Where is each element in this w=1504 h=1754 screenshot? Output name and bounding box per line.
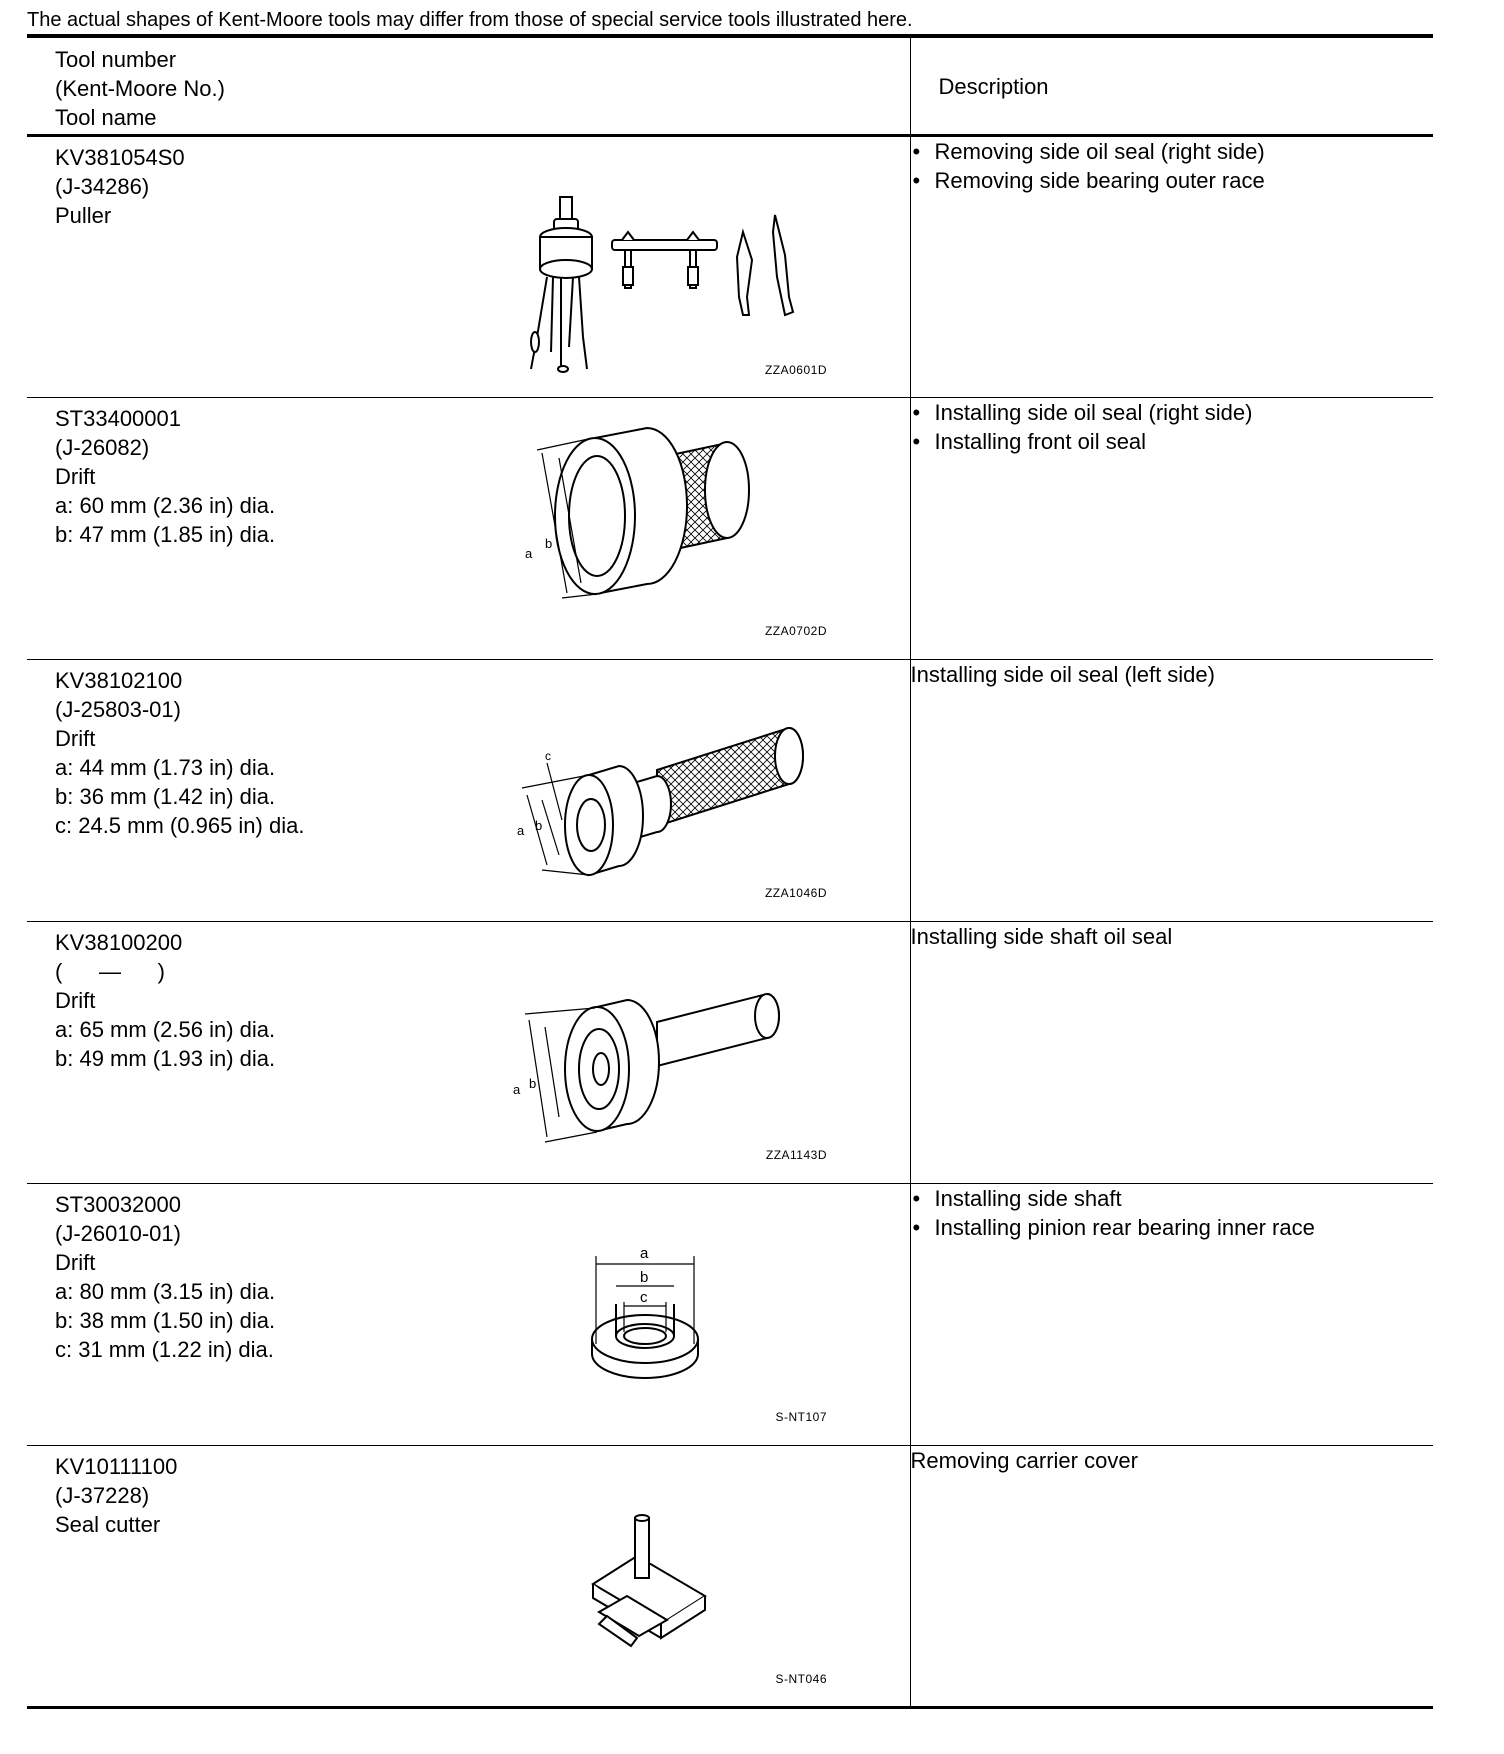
table-header-row [27,36,1433,136]
description-list [911,398,1434,456]
label-a: a [517,823,525,838]
drift-illustration [507,398,867,648]
label-b: b [640,1269,649,1286]
header-tool-name: Tool name [55,105,157,130]
tool-number: KV38102100 [55,668,183,693]
description-item: • Removing side oil seal (right side) [911,137,1434,166]
tool-name: Drift [55,1250,96,1275]
dimension-a: a: 60 mm (2.36 in) dia. [55,493,276,518]
description-list [911,1184,1434,1242]
label-a: a [513,1082,521,1097]
header-description: Description [910,36,1433,136]
figure-id: S-NT107 [775,1410,827,1424]
description-item: Removing carrier cover [910,1448,1138,1473]
description-cell [910,1184,1433,1446]
dimension-a: a: 65 mm (2.56 in) dia. [55,1017,276,1042]
tool-info [55,1190,275,1364]
dimension-c: c: 31 mm (1.22 in) dia. [55,1337,274,1362]
header-tool-column [27,36,910,136]
special-service-tools-table [27,34,1433,1709]
tool-cell [27,136,910,398]
table-row [27,1446,1433,1708]
tool-number: KV10111100 [55,1454,178,1479]
tool-illustration [507,398,867,648]
description-item: • Installing side oil seal (right side) [911,398,1434,427]
tool-cell [27,1184,910,1446]
tool-illustration [507,660,867,910]
dimension-a: a: 80 mm (3.15 in) dia. [55,1279,276,1304]
description-cell [910,922,1433,1184]
label-a: a [525,546,533,561]
seal-cutter-illustration [507,1446,867,1696]
label-c: c [545,749,551,763]
dimension-c: c: 24.5 mm (0.965 in) dia. [55,813,305,838]
tool-number: ST30032000 [55,1192,181,1217]
description-item: • Removing side bearing outer race [911,166,1434,195]
tool-illustration [507,137,867,387]
dimension-a: a: 44 mm (1.73 in) dia. [55,755,276,780]
description-cell [910,1446,1433,1708]
figure-id: ZZA0702D [764,624,827,638]
tool-number: KV38100200 [55,930,183,955]
tool-number: KV381054S0 [55,145,185,170]
tool-illustration [507,1184,867,1434]
tool-illustration [507,922,867,1172]
description-item: • Installing pinion rear bearing inner race [911,1213,1434,1242]
label-b: b [529,1076,537,1091]
tool-illustration [507,1446,867,1696]
tool-cell [27,398,910,660]
tool-info [55,143,185,230]
description-item: Installing side shaft oil seal [910,924,1173,949]
description-cell [910,136,1433,398]
tool-info [55,928,275,1073]
kent-moore-number: (J-34286) [55,174,150,199]
header-tool-number: Tool number [55,47,177,72]
drift-illustration [507,1184,867,1434]
figure-id: ZZA1046D [764,886,827,900]
dimension-b: b: 36 mm (1.42 in) dia. [55,784,276,809]
tool-info [55,404,275,549]
puller-illustration [507,137,867,387]
table-row [27,660,1433,922]
tool-name: Drift [55,988,96,1013]
label-c: c [640,1289,648,1306]
table-row [27,398,1433,660]
tool-name: Drift [55,726,96,751]
figure-id: S-NT046 [775,1672,827,1686]
tool-name: Puller [55,203,112,228]
table-row [27,136,1433,398]
figure-id: ZZA1143D [765,1148,827,1162]
tool-cell [27,1446,910,1708]
description-cell [910,398,1433,660]
kent-moore-number: (J-25803-01) [55,697,181,722]
kent-moore-number: (J-37228) [55,1483,150,1508]
tool-cell [27,660,910,922]
dimension-b: b: 49 mm (1.93 in) dia. [55,1046,276,1071]
tool-name: Drift [55,464,96,489]
description-item: • Installing side shaft [911,1184,1434,1213]
description-item: • Installing front oil seal [911,427,1434,456]
header-kent-moore-no: (Kent-Moore No.) [55,76,225,101]
description-cell [910,660,1433,922]
label-b: b [535,818,543,833]
tool-name: Seal cutter [55,1512,161,1537]
drift-illustration [507,922,867,1172]
kent-moore-number: (J-26082) [55,435,150,460]
disclaimer-note: The actual shapes of Kent-Moore tools may differ from those of special service tools illustrated here. [27,9,913,31]
label-b: b [545,536,553,551]
tool-cell [27,922,910,1184]
tool-info [55,1452,177,1539]
kent-moore-number: ( — ) [55,959,165,984]
drift-illustration [507,660,867,910]
description-item: Installing side oil seal (left side) [910,662,1215,687]
table-row [27,922,1433,1184]
table-row [27,1184,1433,1446]
figure-id: ZZA0601D [764,363,827,377]
tool-number: ST33400001 [55,406,181,431]
tool-info [55,666,304,840]
label-a: a [640,1245,649,1262]
kent-moore-number: (J-26010-01) [55,1221,181,1246]
dimension-b: b: 38 mm (1.50 in) dia. [55,1308,276,1333]
dimension-b: b: 47 mm (1.85 in) dia. [55,522,276,547]
description-list [911,137,1434,195]
